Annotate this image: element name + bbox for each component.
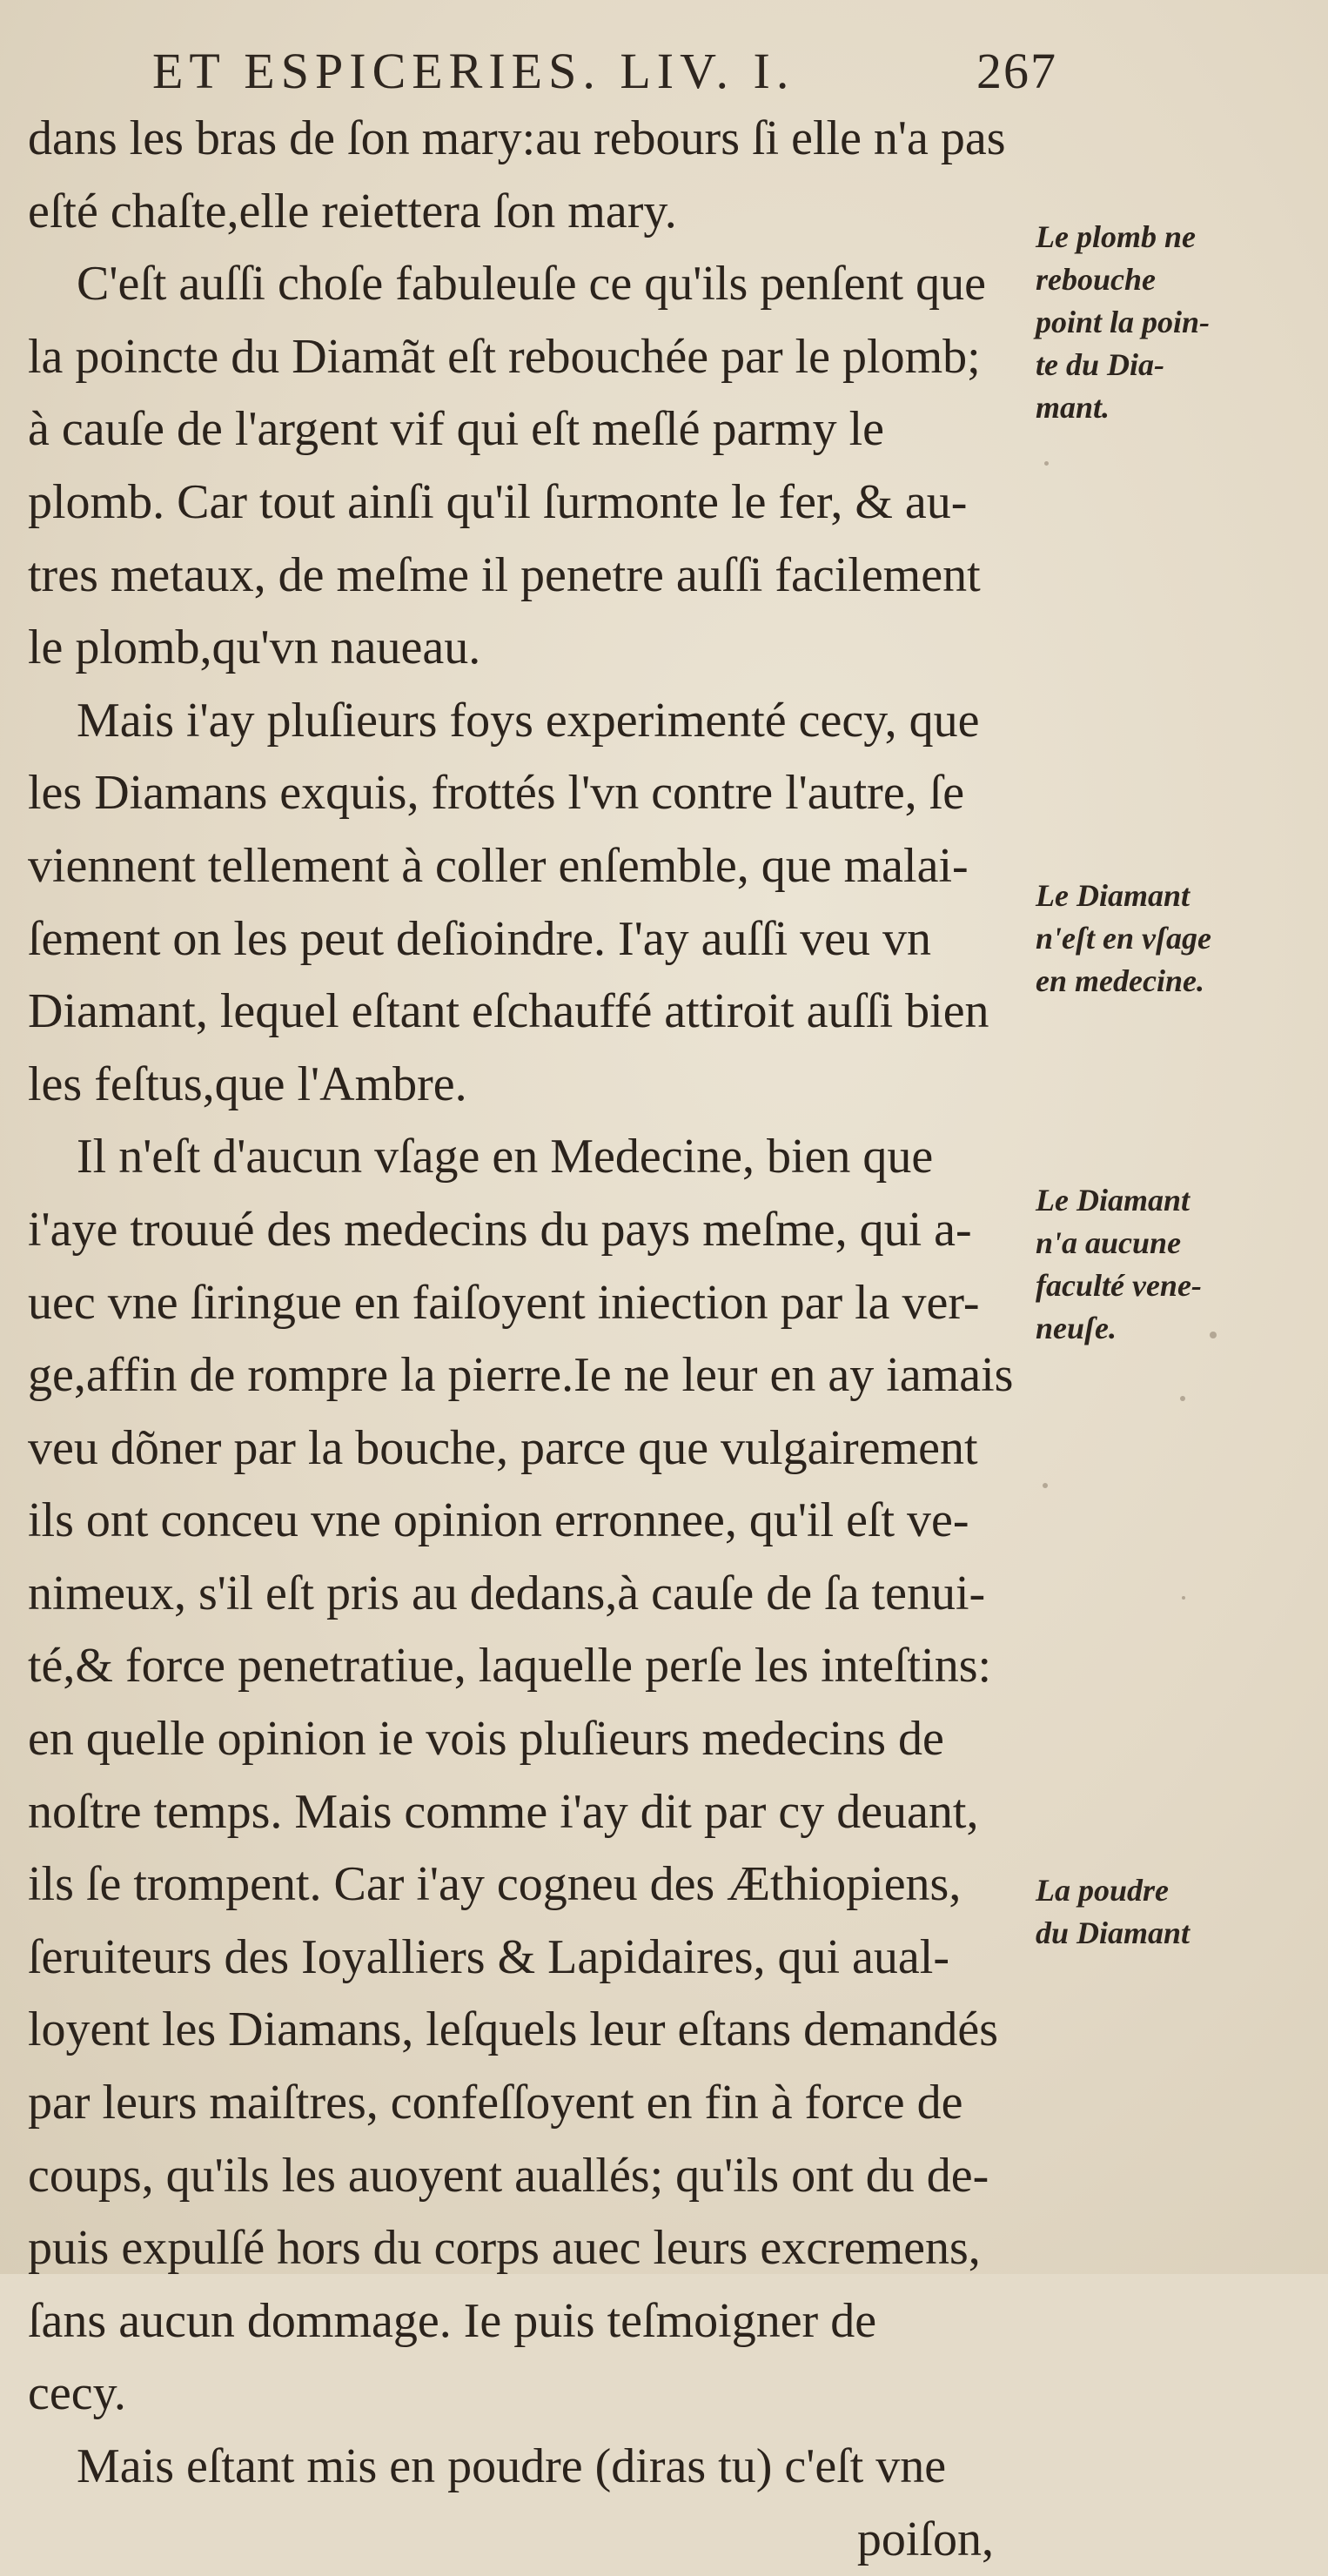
note-line: mant. <box>1036 390 1110 425</box>
text-line: té,& force penetratiue, laquelle perſe les inteſtins: <box>28 1639 992 1694</box>
paper-speck <box>1044 461 1049 466</box>
text-line: le plomb,qu'vn naueau. <box>28 621 481 675</box>
text-line: i'aye trouué des medecins du pays meſme, qui a- <box>28 1202 972 1257</box>
text-line: ſement on les peut deſioindre. I'ay auſſi veu vn <box>28 911 932 966</box>
note-line: point la poin- <box>1036 305 1211 339</box>
text-line: puis expulſé hors du corps auec leurs excremens, <box>28 2221 981 2276</box>
text-line: les feſtus,que l'Ambre. <box>28 1057 467 1111</box>
note-line: n'a aucune <box>1036 1225 1182 1260</box>
text-line: tres metaux, de meſme il penetre auſſi facilement <box>28 547 981 602</box>
text-line: Mais i'ay pluſieurs foys experimenté cecy, que <box>77 693 980 748</box>
main-text-block <box>28 103 1020 2576</box>
paper-speck <box>1043 1483 1048 1488</box>
text-line: eſté chaſte,elle reiettera ſon mary. <box>28 184 677 238</box>
text-line: ge,affin de rompre la pierre.Ie ne leur en ay iamais <box>28 1348 1014 1403</box>
text-line: dans les bras de ſon mary:au rebours ſi elle n'a pas <box>28 111 1006 165</box>
text-line: coups, qu'ils les auoyent auallés; qu'ils ont du de- <box>28 2148 989 2203</box>
text-line: nimeux, s'il eſt pris au dedans,à cauſe de ſa tenui- <box>28 1566 986 1620</box>
catchword-line: poiſon, <box>856 2512 994 2566</box>
note-line: du Diamant <box>1036 1915 1191 1950</box>
text-line: Mais eſtant mis en poudre (diras tu) c'eſt vne <box>77 2439 947 2493</box>
text-line: cecy. <box>28 2366 126 2421</box>
note-line: faculté vene- <box>1036 1268 1202 1303</box>
text-line: la poincte du Diamãt eſt rebouchée par le plomb; <box>28 329 981 384</box>
text-line: ils ſe trompent. Car i'ay cogneu des Æthiopiens, <box>28 1857 962 1912</box>
marginal-note-medicine <box>1036 875 1211 1003</box>
text-line: veu dõner par la bouche, parce que vulgairement <box>28 1420 978 1475</box>
paper-speck <box>1182 1596 1185 1600</box>
text-line: en quelle opinion ie vois pluſieurs medecins de <box>28 1712 944 1767</box>
paper-speck <box>1210 1332 1217 1338</box>
text-line: loyent les Diamans, leſquels leur eſtans demandés <box>28 2002 999 2057</box>
text-line: ſans aucun dommage. Ie puis teſmoigner de <box>28 2293 877 2348</box>
paper-speck <box>1180 1396 1185 1401</box>
note-line: La poudre <box>1036 1873 1169 1908</box>
note-line: Le Diamant <box>1036 878 1190 913</box>
text-line: à cauſe de l'argent vif qui eſt meſlé parmy le <box>28 402 884 457</box>
text-line: C'eſt auſſi choſe fabuleuſe ce qu'ils penſent que <box>77 257 986 312</box>
note-line: Le plomb ne <box>1036 219 1196 254</box>
text-line: ſeruiteurs des Ioyalliers & Lapidaires, qui aual- <box>28 1929 949 1984</box>
marginal-note-lead <box>1036 216 1210 429</box>
note-line: neuſe. <box>1036 1311 1117 1345</box>
running-header <box>152 37 1057 106</box>
note-line: n'eſt en vſage <box>1036 921 1211 956</box>
text-line: ils ont conceu vne opinion erronnee, qu'il eſt ve- <box>28 1493 969 1548</box>
marginal-note-venom <box>1036 1179 1202 1350</box>
text-line: Il n'eſt d'aucun vſage en Medecine, bien que <box>77 1130 934 1184</box>
running-title: ET ESPICERIES. LIV. I. <box>152 43 795 99</box>
page-number: 267 <box>976 43 1057 99</box>
marginal-note-powder <box>1036 1869 1190 1955</box>
text-line: noſtre temps. Mais comme i'ay dit par cy deuant, <box>28 1784 979 1839</box>
note-line: en medecine. <box>1036 963 1204 998</box>
text-line: uec vne ſiringue en faiſoyent iniection par la ver- <box>28 1275 980 1330</box>
text-line: Diamant, lequel eſtant eſchauffé attiroit auſſi bien <box>28 984 989 1039</box>
note-line: te du Dia- <box>1036 347 1164 382</box>
text-line: les Diamans exquis, frottés l'vn contre l'autre, ſe <box>28 766 965 821</box>
text-line: viennent tellement à coller enſemble, que malai- <box>28 838 969 893</box>
text-line: par leurs maiſtres, confeſſoyent en fin à force de <box>28 2076 963 2130</box>
text-line: plomb. Car tout ainſi qu'il ſurmonte le fer, & au- <box>28 474 968 529</box>
note-line: Le Diamant <box>1036 1183 1190 1218</box>
note-line: rebouche <box>1036 262 1156 297</box>
